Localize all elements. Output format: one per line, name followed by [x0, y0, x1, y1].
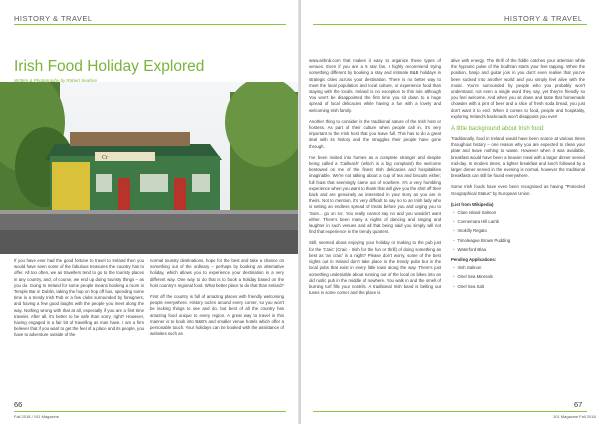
list-item-label: Clare Island Salmon	[457, 210, 497, 216]
pending-list	[451, 265, 585, 290]
pub-photo	[0, 82, 299, 254]
paragraph: www.airbnb.com that makes it easy to organize these types of venues. Even if you are a 5 star fan, I highly recommend trying something different by booking a stay and intimate B&B holidays in strategic cities across your destination. There is no better way to meet the local population and local culture, or experience food than staying with the locals. Ireland is no exception to this rule although You won't be disappointed the first time you sit down to a huge spread of local delicacies while having a fun with a lovely and welcoming Irish family.	[309, 58, 441, 113]
list-item	[451, 219, 585, 225]
list-item-label: Irish Salmon	[457, 265, 482, 271]
footer-rule	[14, 411, 286, 412]
list-heading: Pending Applications:	[451, 257, 497, 263]
list-item	[451, 228, 585, 234]
magazine-footer: Fall 2018 / 101 Magazine	[14, 414, 59, 419]
paragraph: Some Irish foods have even been recognised as having "Protected Geographical Status" by European Union.	[451, 184, 585, 196]
list-item	[451, 284, 585, 290]
bullet-icon: •	[453, 274, 455, 280]
article-title: Irish Food Holiday Explored	[14, 58, 205, 75]
paragraph: alive with energy. The thrill of the fiddle catches your attention while the hypnotic pulse of the bodhran starts your feet tapping. When the position, banjo and guitar join in you don't even realise that you've been sucked into another world and you simply feel alive with the music. You're surrounded by people who you probably won't understand, not even a single word they say, yet they're friendly so you feel welcome. And when you sit down and taste that homemade chowder with a pint of beer and a slice of fresh soda bread, you just don't want it to end. When it comes to food, people and hospitality, exploring Ireland's backroads won't disappoint you ever!	[451, 58, 585, 119]
section-tag: HISTORY & TRAVEL	[14, 14, 93, 23]
page-number: 67	[574, 400, 583, 409]
section-tag: HISTORY & TRAVEL	[504, 14, 583, 23]
paragraph: normal touristy destinations, hope for the best and take a chance on something out of the ordinary – perhaps by booking an alternative holiday, which allows you to experience your destination in a very different way. One way to do that is to book a holiday based on the host country's regional food. What better place to do that than Ireland?	[150, 258, 284, 288]
subheading: A little background about Irish food:	[451, 126, 545, 133]
left-page	[0, 0, 299, 424]
list-item-label: Timoleague Brown Pudding	[457, 237, 511, 243]
body-column-4	[451, 58, 585, 398]
byline: Written & Photography by Robert Seafore	[14, 78, 98, 83]
body-column-2	[150, 258, 284, 398]
list-item-label: Connemara Hill Lamb	[457, 219, 500, 225]
paragraph: First off the country is full of amazing places with friendly welcoming people everywhere. History oozes around every corner, so you won't be lacking things to see and do, but best of all the country has amazing food unique to every region. A great way to travel in this manner is to book into B&B's and smaller venue hotels which offer a personable touch. Your holidays can be booked with the assistance of websites such as	[150, 294, 284, 337]
list-item-label: Waterford Blaa	[457, 246, 487, 252]
right-page	[301, 0, 600, 424]
list-item	[451, 238, 585, 244]
list-item	[451, 265, 585, 271]
list-item	[451, 210, 585, 216]
list-item-label: Oriel Sea Minerals	[457, 274, 493, 280]
magazine-footer: 101 Magazine Fall 2018	[553, 414, 596, 419]
paragraph: Traditionally, food in Ireland would have been scarce at various times throughout history – one reason why you are expected to clean your plate and leave nothing to waste. However when it was available, breakfast would have been a heavier meal with a larger dinner served mid-day. In modern times, a lighter breakfast and lunch followed by a larger dinner served in the evening is normal, however the traditional breakfasts can still be found everywhere.	[451, 136, 585, 179]
list-heading: (List from Wikipedia)	[451, 201, 494, 207]
paragraph: Another thing to consider is the traditional nature of the Irish host or hostess. As part of their culture when people call in, it's very important to the Irish host that you leave full. This has to do a great deal with its history and the struggles their people have gone through.	[309, 118, 441, 149]
list-item-label: Imokilly Regato	[457, 228, 487, 234]
pub-sign-text: Cr	[102, 155, 108, 161]
paragraph: If you have ever had the good fortune to travel to Ireland then you would have seen some of the fabulous treasures the country has to offer. All too often, we as travellers tend to go to the touristy places in any country, and, of course, we end up doing touristy things – as you do. Going to Ireland for some people means booking a room in Temple Bar in Dublin, taking the hop on hop off bus, spending some time in a trendy Irish Pub or a few clubs surrounded by foreigners, and having a few good laughs with the people you meet along the way. Nothing wrong with that at all, especially if you are a first time traveler. After all, it's better to be safe than sorry, right? However, having engaged in a fair bit of travelling as man have, I am a firm believer that if you want to get the feel of a place and its people, you have to adventure outside of the	[14, 258, 144, 338]
body-column-3	[309, 58, 441, 398]
bullet-icon: •	[453, 219, 455, 225]
food-list	[451, 210, 585, 253]
list-item	[451, 247, 585, 253]
bullet-icon: •	[453, 283, 455, 289]
bullet-icon: •	[453, 228, 455, 234]
paragraph: Still, seemed about enjoying your holiday or making to the pub just for the 'Craic' (Craic - Irish for the fun or thrill) of doing something as best as 'an craic' in a night? Please don't worry, some of the best nights out in Ireland don't take place in the trendy pubs but in the local pubs that exist in every little town along the way. There's just something undeniable about running out of the local on bikes into an old rustic pub in the middle of nowhere. You walk in and the smell of burning turf fills your nostrils. A traditional Irish band is belting out tunes in some corner and the place is	[309, 240, 441, 296]
bullet-icon: •	[453, 246, 455, 252]
paragraph: I've been invited into homes as a complete stranger and despite being called a 'Cailleach' (which is a big complaint) the welcome bestowed on me of the finest Irish delicacies and hospitalities imaginable. We're not talking about a cup of tea and biscuits either; full feast that seemingly came out of nowhere. It's a very humbling experience when you want to thank that will give you the shirt off their back and are genuinely as interested in your story as you are in theirs. Not to mention, it's very difficult to say no to an Irish lady who is setting an endless spread of treats before you and urging you to 'Sure... go on so'. You really cannot say no and you wouldn't want either. There's been many a nights of dancing and singing and laughter in such venues and all that being said you simply will not find that experience in the trendy quarters.	[309, 154, 441, 235]
list-item	[451, 274, 585, 280]
bullet-icon: •	[453, 265, 455, 271]
header-rule	[14, 24, 286, 25]
list-item-label: Oriel Sea Salt	[457, 283, 485, 289]
pub-photo-illustration	[0, 82, 299, 254]
footer-rule	[313, 411, 587, 412]
header-rule	[313, 24, 587, 25]
body-column-1	[14, 258, 144, 398]
page-number: 66	[14, 400, 23, 409]
bullet-icon: •	[453, 237, 455, 243]
bullet-icon: •	[453, 210, 455, 216]
